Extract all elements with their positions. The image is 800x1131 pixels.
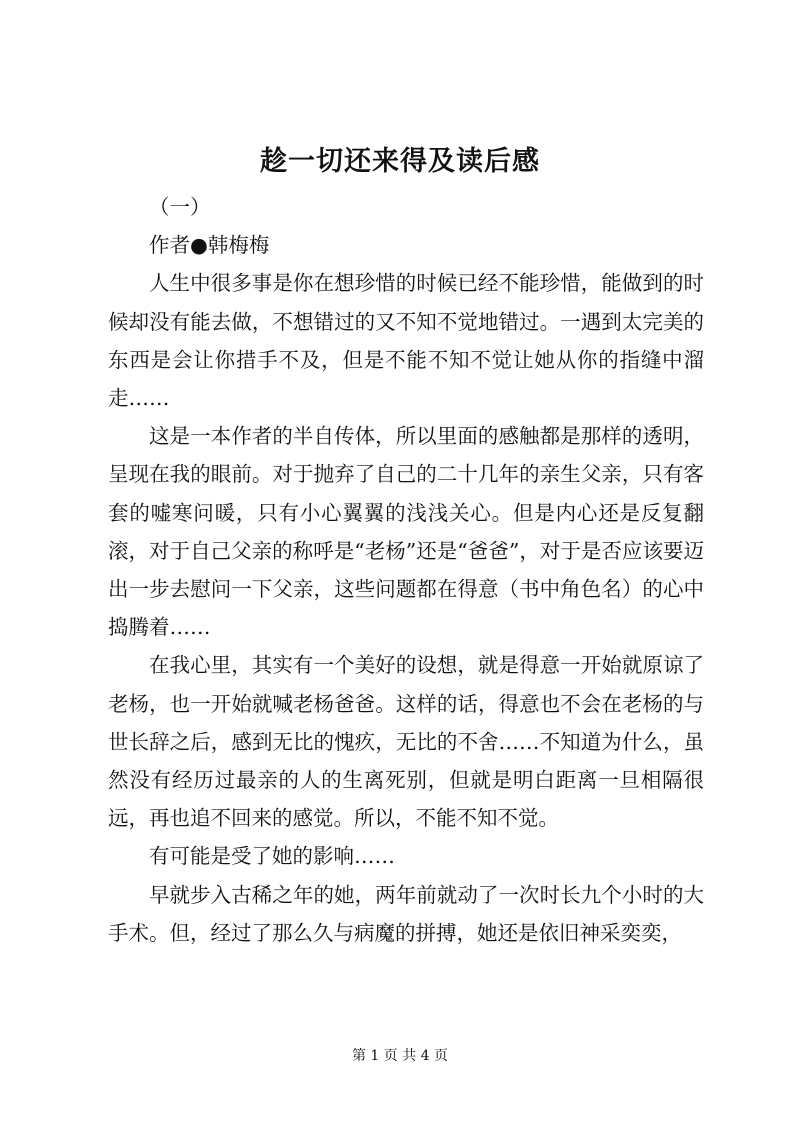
document-title: 趁一切还来得及读后感: [260, 146, 540, 177]
body-paragraph: 在我心里，其实有一个美好的设想，就是得意一开始就原谅了老杨，也一开始就喊老杨爸爸。这样的话，得意也不会在老杨的与世长辞之后，感到无比的愧疚，无比的不舍……不知道为什么，虽然没有经历过最亲的人的生离死别，但就是明白距离一旦相隔很远，再也追不回来的感觉。所以，不能不知不觉。: [108, 653, 704, 831]
body-paragraph: 有可能是受了她的影响……: [149, 844, 395, 869]
section-number: （一）: [149, 195, 211, 219]
document-body: [108, 188, 704, 952]
body-paragraph: 人生中很多事是你在想珍惜的时候已经不能珍惜，能做到的时候却没有能去做，不想错过的又不知不觉地错过。一遇到太完美的东西是会让你措手不及，但是不能不知不觉让她从你的指缝中溜走……: [108, 271, 704, 411]
page-footer: 第 1 页 共 4 页: [351, 1048, 449, 1064]
author-line: 作者●韩梅梅: [149, 233, 270, 258]
body-paragraph: 早就步入古稀之年的她，两年前就动了一次时长九个小时的大手术。但，经过了那么久与病魔的拼搏，她还是依旧神采奕奕，: [108, 882, 704, 945]
body-paragraph: 这是一本作者的半自传体，所以里面的感触都是那样的透明，呈现在我的眼前。对于抛弃了自己的二十几年的亲生父亲，只有客套的嘘寒问暖，只有小心翼翼的浅浅关心。但是内心还是反复翻滚，对于自己父亲的称呼是“老杨”还是“爸爸”，对于是否应该要迈出一步去慰问一下父亲，这些问题都在得意（书中角色名）的心中捣腾着……: [108, 424, 704, 640]
